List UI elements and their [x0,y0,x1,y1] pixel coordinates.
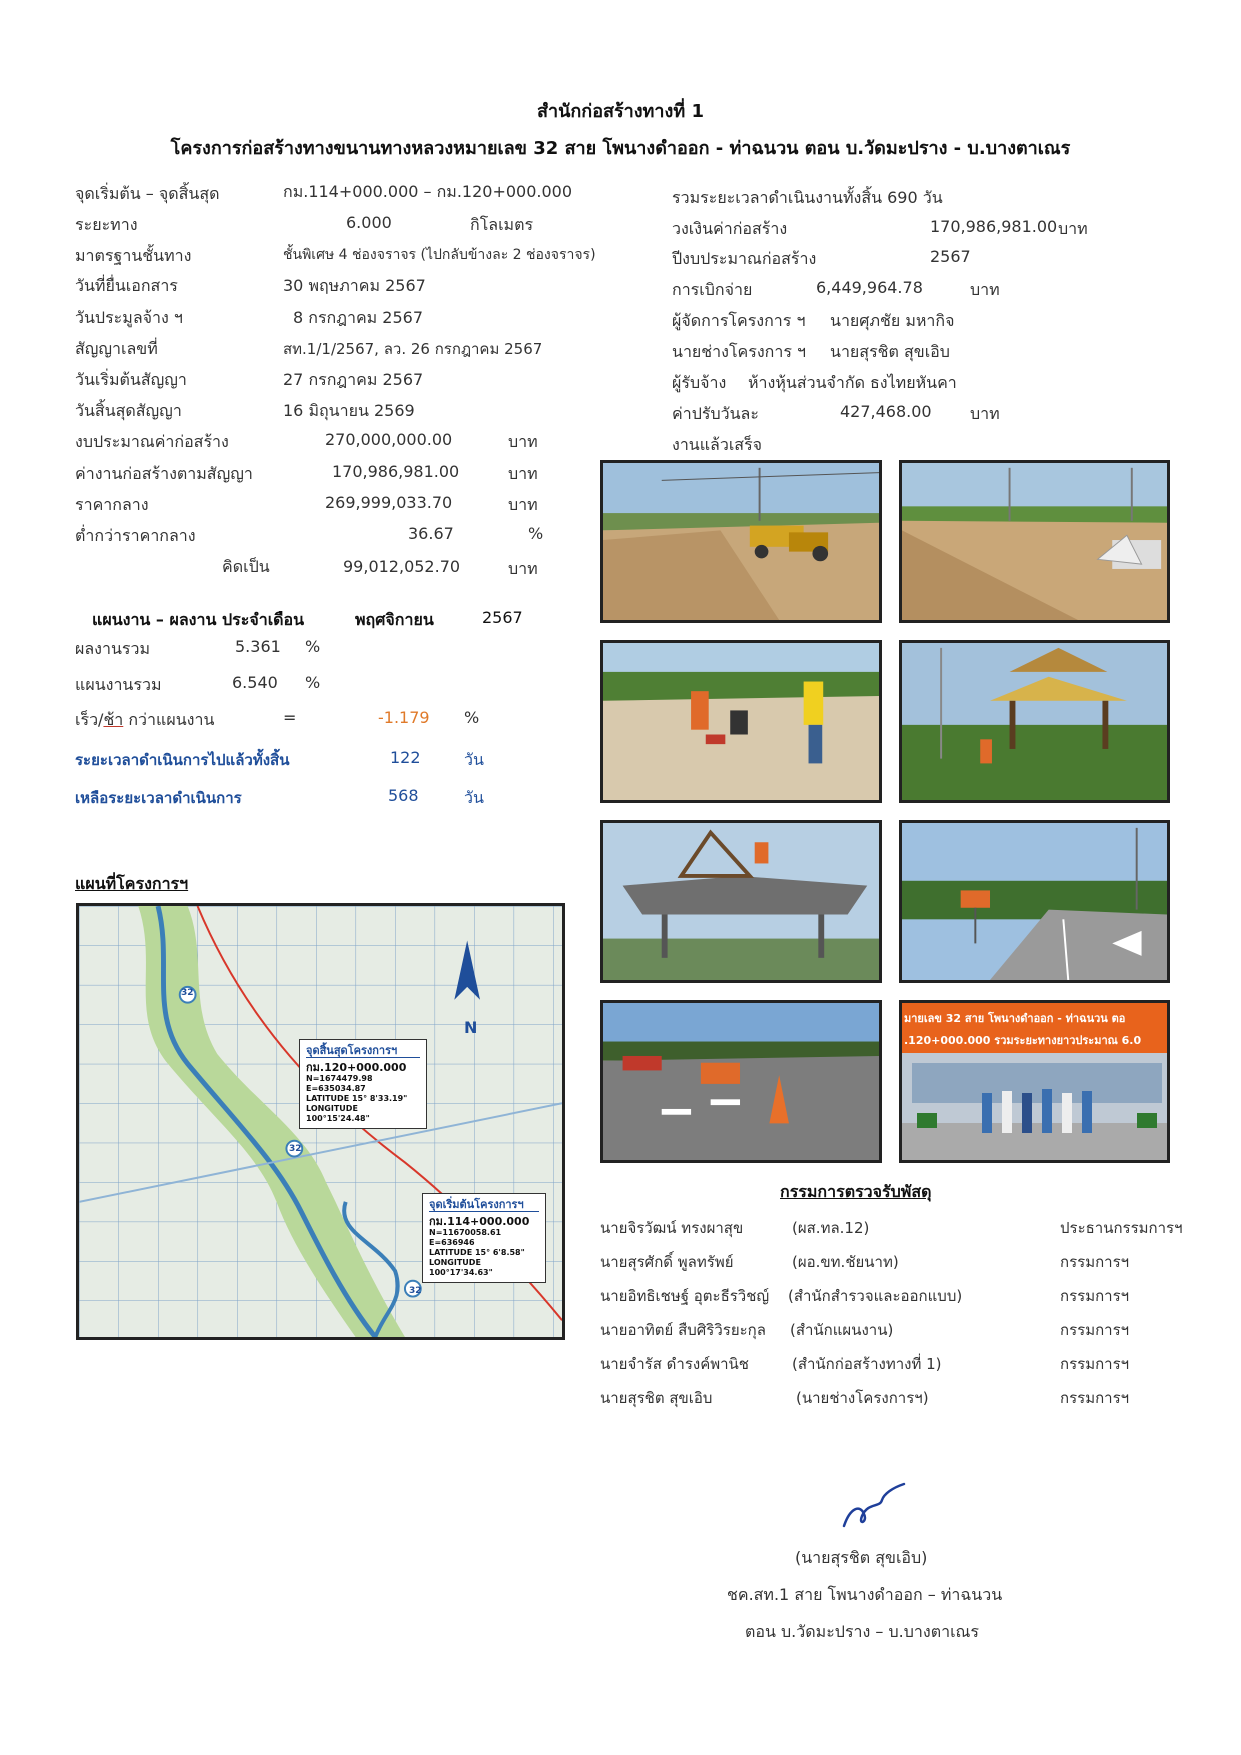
progress-year: 2567 [482,608,523,627]
result-label: ผลงานรวม [75,639,151,658]
project-map [76,903,565,1340]
diff-value: -1.179 [378,708,430,727]
progress-title: แผนงาน – ผลงาน ประจำเดือน [92,610,305,629]
signer-name: (นายสุรชิต สุขเอิบ) [795,1548,928,1567]
info-label: มาตรฐานชั้นทาง [75,246,192,265]
member-org: (ผส.ทล.12) [792,1219,870,1237]
photo-shelter-roof [600,820,882,983]
office-title: สำนักก่อสร้างทางที่ 1 [537,101,704,122]
info-label: วันที่ยื่นเอกสาร [75,276,178,295]
photo-inspection-team [899,1000,1170,1163]
money-label: ค่างานก่อสร้างตามสัญญา [75,464,253,483]
remain-label: เหลือระยะเวลาดำเนินการ [75,789,242,807]
north-arrow-icon: N [464,1018,478,1037]
money-value: 269,999,033.70 [325,493,453,512]
info-unit: กิโลเมตร [470,215,534,234]
elapsed-label: ระยะเวลาดำเนินการไปแล้วทั้งสิ้น [75,751,290,769]
money-unit: % [528,524,544,543]
info-value: 27 กรกฎาคม 2567 [283,370,424,389]
plan-value: 6.540 [232,673,278,692]
road-number-label: 32 [181,988,194,998]
member-name: นายจำรัส ดำรงค์พานิช [600,1355,749,1373]
money-label: ต่ำกว่าราคากลาง [75,526,196,545]
start-point-lat: LATITUDE 15° 6'8.58" [429,1248,525,1257]
info-value: สท.1/1/2567, ลว. 26 กรกฎาคม 2567 [283,340,543,358]
money-label: คิดเป็น [222,557,270,576]
project-title: โครงการก่อสร้างทางขนานทางหลวงหมายเลข 32 สาย โพนางดำออก - ท่าฉนวน ตอน บ.วัดมะปราง - บ.บางตาเณร [170,138,1071,159]
member-name: นายอิทธิเชษฐ์ อุตะธีรวิชญ์ [600,1287,770,1305]
photo-road-signs [899,820,1170,983]
road-number-label: 32 [409,1286,422,1296]
info-label: จุดเริ่มต้น – จุดสิ้นสุด [75,184,220,203]
member-name: นายสุรชิต สุขเอิบ [600,1389,713,1407]
result-value: 5.361 [235,637,281,656]
info-label: วันประมูลจ้าง ฯ [75,308,183,327]
info-label: ผู้จัดการโครงการ ฯ [672,311,806,330]
start-point-title: จุดเริ่มต้นโครงการฯ [429,1198,539,1212]
end-point-box [299,1039,427,1129]
money-unit: บาท [508,495,538,514]
remain-value: 568 [388,786,419,805]
diff-unit: % [464,708,480,727]
info-label: การเบิกจ่าย [672,280,753,299]
member-role: กรรมการฯ [1060,1253,1130,1271]
signature-mark-icon [838,1478,908,1530]
member-org: (สำนักแผนงาน) [790,1321,894,1339]
road-number-label: 32 [289,1144,302,1154]
member-org: (สำนักก่อสร้างทางที่ 1) [792,1355,942,1373]
info-value: 30 พฤษภาคม 2567 [283,276,426,295]
elapsed-value: 122 [390,748,421,767]
info-label: ปีงบประมาณก่อสร้าง [672,249,817,268]
info-value: 6.000 [346,213,392,232]
member-role: กรรมการฯ [1060,1355,1130,1373]
info-value: 8 กรกฎาคม 2567 [293,308,424,327]
info-unit: บาท [970,404,1000,423]
info-label: วงเงินค่าก่อสร้าง [672,219,788,238]
result-unit: % [305,637,321,656]
photo-road-cones [600,1000,882,1163]
member-org: (สำนักสำรวจและออกแบบ) [788,1287,963,1305]
end-point-n: N=1674479.98 [306,1074,373,1083]
member-role: ประธานกรรมการฯ [1060,1219,1183,1237]
end-point-e: E=635034.87 [306,1084,366,1093]
info-label: วันเริ่มต้นสัญญา [75,370,187,389]
member-org: (ผอ.ขท.ชัยนาท) [792,1253,899,1271]
member-role: กรรมการฯ [1060,1287,1130,1305]
end-point-lon: LONGITUDE 100°15'24.48" [306,1104,370,1123]
photo-shelter-built [899,640,1170,803]
committee-title: กรรมการตรวจรับพัสดุ [780,1182,932,1201]
signer-section: ตอน บ.วัดมะปราง – บ.บางตาเณร [745,1622,979,1641]
plan-label: แผนงานรวม [75,675,162,694]
photo-testing [600,640,882,803]
banner-line1: มายเลข 32 สาย โพนางดำออก - ท่าฉนวน ตอ [904,1012,1126,1025]
info-unit: บาท [970,280,1000,299]
info-value: 16 มิถุนายน 2569 [283,401,415,420]
plan-unit: % [305,673,321,692]
remain-unit: วัน [464,788,484,807]
late-word: ช้า [103,710,124,729]
map-title: แผนที่โครงการฯ [75,874,189,893]
money-value: 99,012,052.70 [343,557,461,576]
money-value: 36.67 [408,524,454,543]
info-label: ค่าปรับวันละ [672,404,759,423]
money-unit: บาท [508,432,538,451]
end-point-lat: LATITUDE 15° 8'33.19" [306,1094,408,1103]
start-point-lon: LONGITUDE 100°17'34.63" [429,1258,493,1277]
elapsed-unit: วัน [464,750,484,769]
info-value: 2567 [930,247,971,266]
info-value: ชั้นพิเศษ 4 ช่องจราจร (ไปกลับข้างละ 2 ช่องจราจร) [283,247,596,263]
member-role: กรรมการฯ [1060,1389,1130,1407]
member-name: นายจิรวัฒน์ ทรงผาสุข [600,1219,744,1237]
info-label: ผู้รับจ้าง [672,373,727,392]
start-point-e: E=636946 [429,1238,475,1247]
money-label: งบประมาณค่าก่อสร้าง [75,432,229,451]
money-unit: บาท [508,464,538,483]
member-role: กรรมการฯ [1060,1321,1130,1339]
start-point-km: กม.114+000.000 [429,1215,530,1228]
end-point-km: กม.120+000.000 [306,1061,407,1074]
info-value: 170,986,981.00 [930,217,1058,236]
info-label: นายช่างโครงการ ฯ [672,342,806,361]
member-name: นายอาทิตย์ สืบศิริวิรยะกุล [600,1321,766,1339]
photo-grader [600,460,882,623]
info-label: ระยะทาง [75,215,138,234]
diff-eq: = [283,708,297,727]
info-label: สัญญาเลขที่ [75,339,158,358]
photos-title: งานแล้วเสร็จ [672,435,763,454]
progress-month: พฤศจิกายน [355,610,434,629]
end-point-title: จุดสิ้นสุดโครงการฯ [306,1044,420,1058]
info-value: 427,468.00 [840,402,932,421]
diff-label: เร็ว/ช้า กว่าแผนงาน [75,710,215,729]
info-label: วันสิ้นสุดสัญญา [75,401,182,420]
info-value: 6,449,964.78 [816,278,923,297]
start-point-n: N=11670058.61 [429,1228,502,1237]
info-value: กม.114+000.000 – กม.120+000.000 [283,182,573,201]
money-value: 170,986,981.00 [332,462,460,481]
member-name: นายสุรศักดิ์ พูลทรัพย์ [600,1253,734,1271]
money-label: ราคากลาง [75,495,149,514]
money-unit: บาท [508,559,538,578]
info-value: ห้างหุ้นส่วนจำกัด ธงไทยหันคา [748,373,957,392]
start-point-box [422,1193,546,1283]
member-org: (นายช่างโครงการฯ) [796,1389,929,1407]
signer-position: ชค.สท.1 สาย โพนางดำออก – ท่าฉนวน [727,1585,1003,1604]
info-unit: บาท [1058,219,1088,238]
money-value: 270,000,000.00 [325,430,453,449]
photo-truck [899,460,1170,623]
info-value: นายศุภชัย มหากิจ [830,311,955,330]
banner-line2: .120+000.000 รวมระยะทางยาวประมาณ 6.0 [904,1034,1142,1047]
info-label: รวมระยะเวลาดำเนินงานทั้งสิ้น 690 วัน [672,188,943,207]
info-value: นายสุรชิต สุขเอิบ [830,342,950,361]
